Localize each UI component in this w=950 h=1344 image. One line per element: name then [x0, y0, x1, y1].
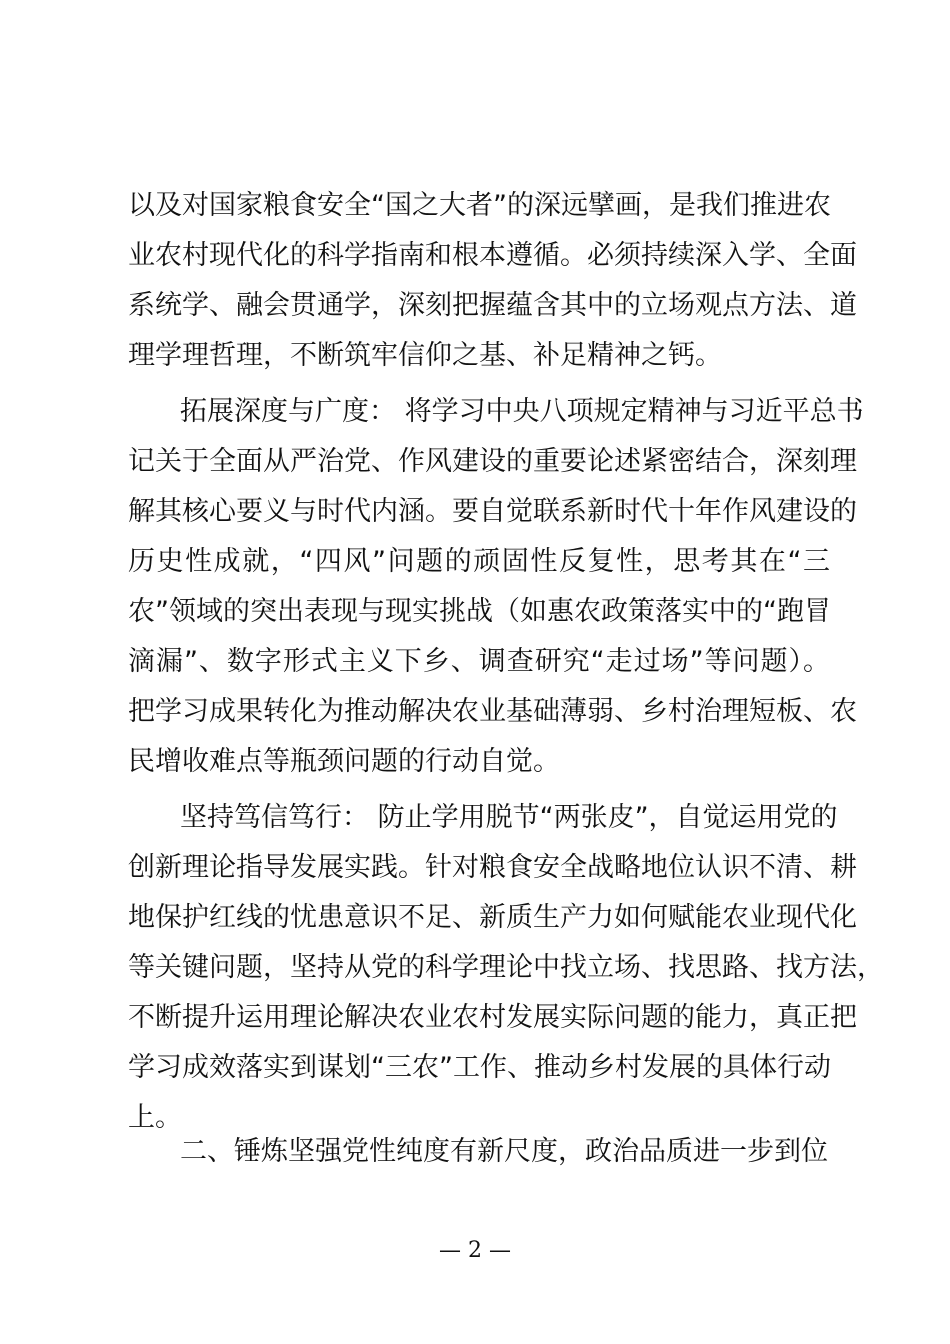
text-line: 以及对国家粮食安全“国之大者”的深远擘画，是我们推进农: [128, 190, 831, 221]
text-line: 不断提升运用理论解决农业农村发展实际问题的能力，真正把: [128, 1002, 857, 1033]
text-line: 地保护红线的忧患意识不足、新质生产力如何赋能农业现代化: [128, 902, 857, 933]
text-line: 记关于全面从严治党、作风建设的重要论述紧密结合，深刻理: [128, 446, 857, 477]
text-line: 学习成效落实到谋划“三农”工作、推动乡村发展的具体行动: [128, 1052, 831, 1083]
text-line: 业农村现代化的科学指南和根本遵循。必须持续深入学、全面: [128, 240, 857, 271]
paragraph-2: [128, 387, 864, 787]
body-text: [128, 181, 884, 1143]
page-number: — 2 —: [439, 1238, 511, 1263]
text-line: 历史性成就，“四风”问题的顽固性反复性，思考其在“三: [128, 546, 830, 577]
text-line: 理学理哲理，不断筑牢信仰之基、补足精神之钙。: [128, 340, 722, 371]
section-heading: 二、锤炼坚强党性纯度有新尺度，政治品质进一步到位: [180, 1136, 828, 1167]
text-line: 拓展深度与广度： 将学习中央八项规定精神与习近平总书: [180, 396, 864, 427]
paragraph-1: [128, 181, 857, 381]
text-line: 上。: [128, 1102, 182, 1133]
text-line: 解其核心要义与时代内涵。要自觉联系新时代十年作风建设的: [128, 496, 857, 527]
text-line: 滴漏”、数字形式主义下乡、调查研究“走过场”等问题）。: [128, 646, 830, 677]
text-line: 等关键问题，坚持从党的科学理论中找立场、找思路、找方法，: [128, 952, 884, 983]
text-line: 民增收难点等瓶颈问题的行动自觉。: [128, 746, 560, 777]
text-line: 把学习成果转化为推动解决农业基础薄弱、乡村治理短板、农: [128, 696, 857, 727]
paragraph-3: [128, 793, 884, 1143]
text-line: 坚持笃信笃行： 防止学用脱节“两张皮”，自觉运用党的: [180, 802, 838, 833]
text-line: 创新理论指导发展实践。针对粮食安全战略地位认识不清、耕: [128, 852, 857, 883]
text-line: 农”领域的突出表现与现实挑战（如惠农政策落实中的“跑冒: [128, 596, 831, 627]
text-line: 系统学、融会贯通学，深刻把握蕴含其中的立场观点方法、道: [128, 290, 857, 321]
